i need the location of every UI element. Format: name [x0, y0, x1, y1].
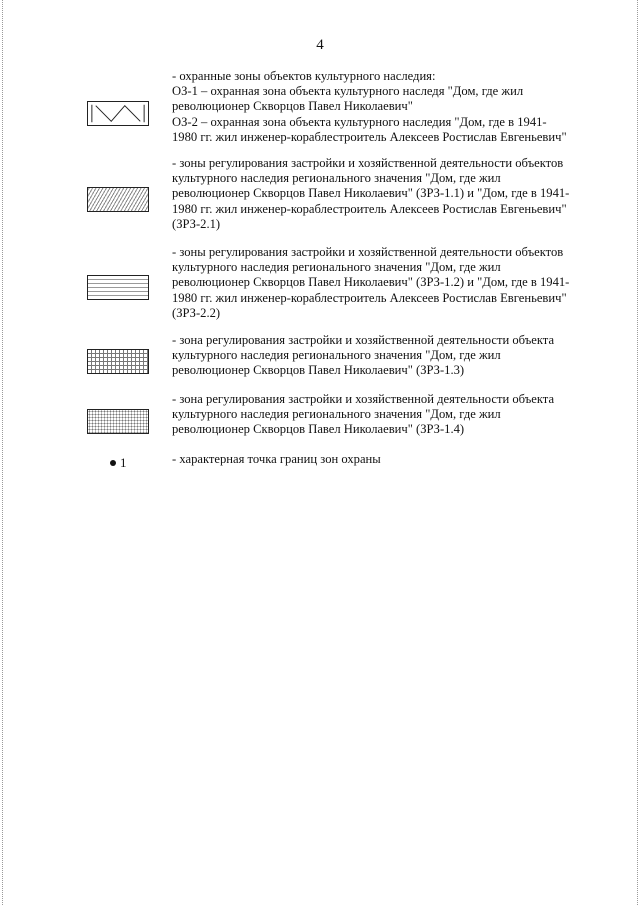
legend-line: революционер Скворцов Павел Николаевич" (ЗРЗ-1.1) и "Дом, где в 1941-	[172, 186, 570, 201]
legend-text-boundary-point	[172, 452, 592, 467]
legend-line: культурного наследия регионального значения "Дом, где жил	[172, 260, 501, 275]
scan-edge-right	[637, 0, 638, 905]
legend-text-zrz-1-1	[172, 156, 592, 232]
legend-line: (ЗРЗ-2.1)	[172, 216, 221, 231]
legend-text-zrz-1-3	[172, 333, 592, 379]
legend-line: 1980 гг. жил инженер-кораблестроитель Алексеев Ростислав Евгеньевич"	[172, 201, 567, 216]
grid-swatch	[87, 349, 149, 374]
legend-line: культурного наследия регионального значения "Дом, где жил	[172, 348, 501, 363]
legend-line: революционер Скворцов Павел Николаевич" (ЗРЗ-1.4)	[172, 422, 465, 437]
legend-text-zrz-1-4	[172, 392, 592, 438]
legend-line: революционер Скворцов Павел Николаевич" (ЗРЗ-1.2) и "Дом, где в 1941-	[172, 275, 570, 290]
legend-line: - охранные зоны объектов культурного наследия:	[172, 69, 436, 83]
legend-line: - зона регулирования застройки и хозяйственной деятельности объекта	[172, 333, 555, 347]
horizontal-lines-swatch	[87, 275, 149, 300]
boundary-point-marker	[110, 455, 127, 470]
cross-outline-pattern	[88, 102, 148, 125]
scan-edge-left	[2, 0, 3, 905]
legend-line: (ЗРЗ-2.2)	[172, 305, 221, 320]
legend-line: революционер Скворцов Павел Николаевич"	[172, 99, 413, 114]
point-marker-label: 1	[120, 455, 127, 470]
legend-line: - характерная точка границ зон охраны	[172, 452, 381, 466]
protection-zone-swatch	[87, 101, 149, 126]
legend-line: ОЗ-2 – охранная зона объекта культурного наследия "Дом, где в 1941-	[172, 114, 547, 129]
page-number: 4	[316, 37, 324, 53]
legend-line: - зоны регулирования застройки и хозяйственной деятельности объектов	[172, 156, 564, 170]
legend-line: 1980 гг. жил инженер-кораблестроитель Алексеев Ростислав Евгеньевич"	[172, 290, 567, 305]
legend-line: - зона регулирования застройки и хозяйственной деятельности объекта	[172, 392, 555, 406]
legend-text-protection-zones	[172, 69, 592, 145]
legend-line: культурного наследия регионального значения "Дом, где жил	[172, 171, 501, 186]
legend-line: культурного наследия регионального значения "Дом, где жил	[172, 407, 501, 422]
point-dot-icon	[110, 460, 116, 466]
legend-line: 1980 гг. жил инженер-кораблестроитель Алексеев Ростислав Евгеньевич"	[172, 129, 567, 144]
legend-text-zrz-1-2	[172, 245, 592, 321]
diagonal-hatch-swatch	[87, 187, 149, 212]
dotted-swatch	[87, 409, 149, 434]
legend-line: - зоны регулирования застройки и хозяйственной деятельности объектов	[172, 245, 564, 259]
legend-line: ОЗ-1 – охранная зона объекта культурного наследя "Дом, где жил	[172, 84, 524, 99]
legend-line: революционер Скворцов Павел Николаевич" (ЗРЗ-1.3)	[172, 363, 465, 378]
